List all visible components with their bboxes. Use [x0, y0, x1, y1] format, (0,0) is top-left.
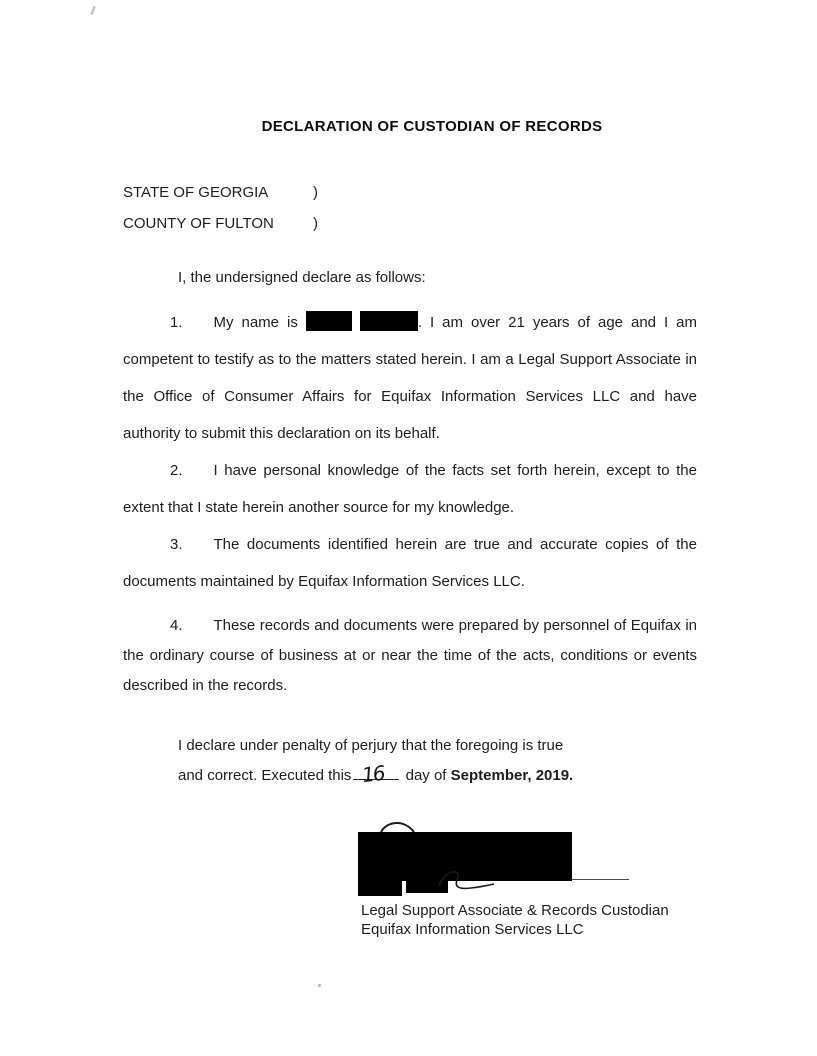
county-line	[123, 208, 697, 239]
execution-date: September, 2019.	[450, 767, 574, 784]
county-label: COUNTY OF FULTON	[123, 215, 274, 232]
signature-company-line: Equifax Information Services LLC	[361, 921, 584, 938]
paragraph-2-text: I have personal knowledge of the facts set forth herein, except to the extent that I state herein another source for my knowledge.	[123, 462, 697, 516]
signature-redaction-box-small-right	[406, 880, 448, 893]
signature-area	[123, 823, 697, 953]
executed-day-blank	[353, 760, 399, 788]
signature-redaction-box-small-left	[358, 880, 402, 896]
scan-artifact	[90, 6, 95, 15]
paragraph-4	[123, 611, 697, 701]
signature-role-line: Legal Support Associate & Records Custodian	[361, 902, 669, 919]
redaction-box-first-name	[306, 311, 352, 331]
paragraph-3	[123, 526, 697, 600]
paragraph-1-number: 1.	[170, 314, 183, 331]
jurisdiction-block	[123, 177, 697, 239]
paragraph-4-text: These records and documents were prepared by personnel of Equifax in the ordinary course of business at or near the time of the acts, conditions or events described in the records.	[123, 617, 697, 694]
paragraph-2	[123, 452, 697, 526]
paragraph-4-number: 4.	[170, 617, 183, 634]
paragraph-1	[123, 304, 697, 452]
attestation-day-of: day of	[405, 767, 447, 784]
attestation-block	[178, 731, 697, 791]
handwritten-day: 16	[361, 760, 386, 788]
signature-caption	[361, 901, 669, 939]
signature-redaction-box	[358, 832, 572, 881]
state-label: STATE OF GEORGIA	[123, 184, 269, 201]
attestation-line1: I declare under penalty of perjury that the foregoing is true	[178, 737, 564, 754]
attestation-line2-pre: and correct. Executed this	[178, 767, 352, 784]
redaction-box-last-name	[360, 311, 418, 331]
paragraph-3-text: The documents identified herein are true and accurate copies of the documents maintained by Equifax Information Services LLC.	[123, 536, 697, 590]
county-paren: )	[313, 215, 318, 232]
paragraph-2-number: 2.	[170, 462, 183, 479]
state-line	[123, 177, 697, 208]
attestation-line2	[178, 761, 697, 791]
paragraph-1-lead: My name is	[213, 314, 298, 331]
state-paren: )	[313, 184, 318, 201]
scan-artifact-dot	[318, 984, 321, 987]
paragraph-1-text: . I am over 21 years of age and I am competent to testify as to the matters stated herein. I am a Legal Support Associate in the Office of Consumer Affairs for Equifax Information Services LLC and have authority to submit this declaration on its behalf.	[123, 314, 698, 442]
page-title: DECLARATION OF CUSTODIAN OF RECORDS	[261, 118, 603, 135]
paragraph-3-number: 3.	[170, 536, 183, 553]
intro-line: I, the undersigned declare as follows:	[178, 269, 426, 286]
